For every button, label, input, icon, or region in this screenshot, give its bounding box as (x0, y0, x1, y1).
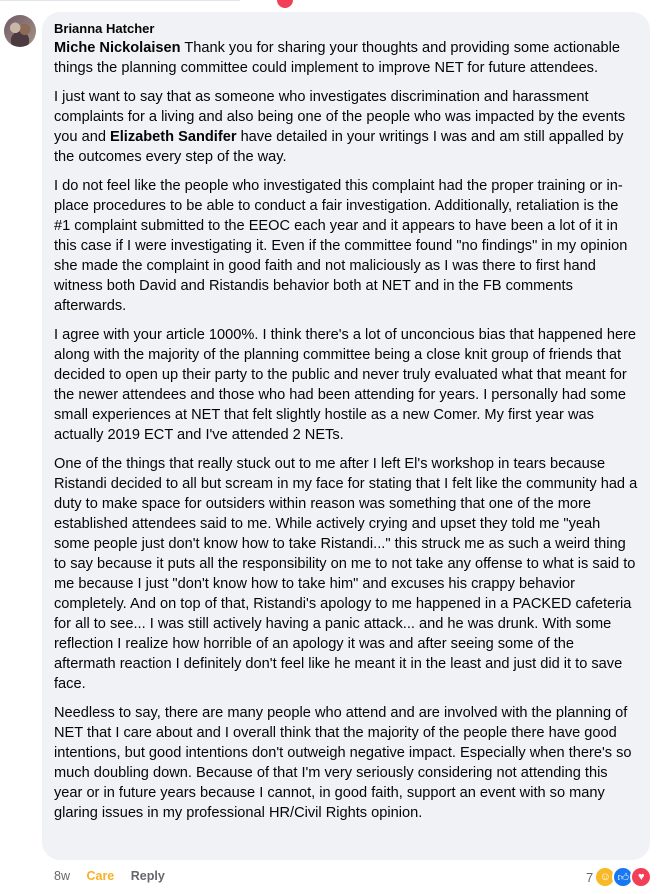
reaction-count: 7 (586, 869, 594, 885)
comment-paragraph (54, 87, 638, 167)
comment-text: Needless to say, there are many people who attend and are involved with the planning of NET that I care about and I overall think that the majority of the people there have good intentions, but good intentions don't outweigh negative impact. Especially when there's so much doubling down. Because of that I'm very seriously considering not attending this year or in future years because I cannot, in good faith, support an event with so many glaring issues in my professional HR/Civil Rights opinion. (54, 705, 632, 821)
comment-paragraph (54, 176, 638, 316)
mention-link[interactable]: Miche Nickolaisen (54, 40, 181, 56)
comment-text: I do not feel like the people who investigated this complaint had the proper training or in-place procedures to be able to conduct a fair investigation. Additionally, retaliation is the #1 complaint submitted to the EEOC each year and it appears to have been a lot of it in this case if I were investigating it. Even if the committee found "no findings" in my opinion she made the complaint in good faith and not maliciously as I was there to first hand witness both David and Ristandis behavior both at NET and in the FB comments afterwards. (54, 178, 628, 314)
comment-text: One of the things that really stuck out to me after I left El's workshop in tears because Ristandi decided to all but scream in my face for stating that I felt like the community had a duty to make space for outsiders within reason was something that one of the more established attendees said to me. While actively crying and upset they told me "yeah some people just don't know how to take Ristandi..." this struck me as such a weird thing to say because it puts all the responsibility on me to not take any offense to what is said to me because I just "don't know how to take him" and excuses his crappy behavior completely. And on top of that, Ristandi's apology to me happened in a PACKED cafeteria for all to see... I was still actively having a panic attack... and he was drunk. With some reflection I realize how horrible of an apology it was and after seeing some of the aftermath reaction I definitely don't feel like he meant it in the least and just did it to save face. (54, 456, 638, 692)
comment-text: have detailed in your writings I was and am still appalled by the outcomes every step of the way. (54, 129, 624, 165)
comment-paragraph (54, 703, 638, 823)
previous-comment-remnant (0, 0, 669, 8)
comment-paragraph (54, 38, 638, 78)
mention-link[interactable]: Elizabeth Sandifer (110, 129, 237, 145)
avatar[interactable] (4, 15, 36, 47)
comment-actions (54, 866, 178, 886)
comment-paragraph (54, 454, 638, 694)
comment-text: I just want to say that as someone who investigates discrimination and harassment complaints for a living and also being one of the people who was impacted by the events you and (54, 89, 626, 145)
comment-age[interactable]: 8w (54, 869, 70, 883)
reaction-summary[interactable] (586, 866, 652, 888)
care-emoji-icon: ☺ (594, 866, 616, 888)
comment-text: I agree with your article 1000%. I think there's a lot of unconcious bias that happened here along with the majority of the planning committee being a close knit group of friends that decided to open up their party to the public and never truly evaluated what that meant for the newer attendees and those who had been attending for years. I personally had some small experiences at NET that felt slightly hostile as a new Comer. My first year was actually 2019 ECT and I've attended 2 NETs. (54, 327, 637, 443)
comment-bubble (42, 12, 650, 860)
reply-button[interactable]: Reply (130, 869, 165, 883)
divider (0, 0, 240, 1)
comment-body (54, 38, 638, 823)
love-icon (276, 0, 294, 9)
love-icon: ♥ (630, 866, 652, 888)
comment-author[interactable]: Brianna Hatcher (54, 21, 155, 36)
comment-text: Thank you for sharing your thoughts and providing some actionable things the planning committee could implement to improve NET for future attendees. (54, 40, 620, 76)
care-reaction-button[interactable]: Care (86, 869, 115, 883)
like-icon: 👍︎ (612, 866, 634, 888)
comment-paragraph (54, 325, 638, 445)
